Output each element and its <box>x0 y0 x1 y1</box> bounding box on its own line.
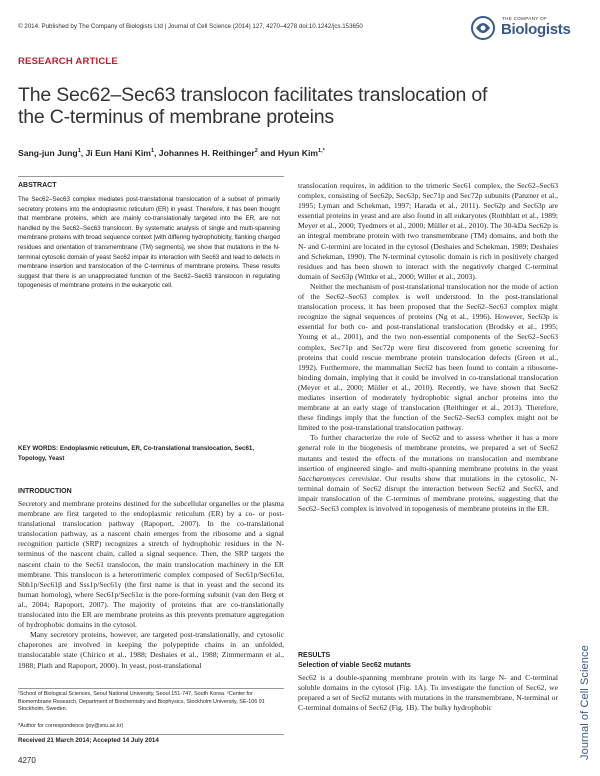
right-column-body <box>298 181 558 514</box>
logo-large-text: Biologists <box>501 21 571 38</box>
received-dates: Received 21 March 2014; Accepted 14 July 2014 <box>18 737 159 744</box>
keywords-list: Endoplasmic reticulum, ER, Co-translational translocation, Sec61, Topology, Yeast <box>18 445 255 462</box>
publisher-logo <box>468 14 578 42</box>
article-title: The Sec62–Sec63 translocon facilitates translocation of the C-terminus of membrane proteins <box>18 84 488 128</box>
author-list <box>18 148 325 158</box>
author-affiliation-mark: 1 <box>77 148 81 155</box>
paragraph: Neither the mechanism of post-translational translocation nor the mode of action of the Sec62–Sec63 complex is well understood. In the post-translational translocation process, it has been proposed that the Sec62–Sec63 complex might recognize the signal sequences of proteins (Ng et al., 1996). However, Sec63p is essential for both co- and post-translational translocation (Brodsky et al., 1995; Young et al., 2001), and the two non-essential components of the Sec62–Sec63 complex, Sec71p and Sec72p were first discovered from genetic screening for proteins that could rescue membrane protein translocation defects (Green et al., 1992). Furthermore, the mammalian Sec62 has been found to contain a ribosome-binding domain, implying that it could be involved in co-translational translocation (Meyer et al., 2000; Müller et al., 2010). Recently, we have shown that Sec62 mediates insertion of moderately hydrophobic signal anchor proteins into the membrane at an early stage of translocation (Reithinger et al., 2013). Therefore, these findings imply that the function of the Sec62–Sec63 complex might not be limited to the post-translational translocation pathway. <box>298 281 558 433</box>
author-affiliation-mark: 1 <box>150 148 155 155</box>
introduction-heading: INTRODUCTION <box>18 488 72 495</box>
citation-line: © 2014. Published by The Company of Biologists Ltd | Journal of Cell Science (2014) 127, 4270–4278 doi:10.1242/jcs.153650 <box>18 23 363 30</box>
text-run: To further characterize the role of Sec62 and to assess whether it has a more general role in the biogenesis of membrane proteins, we prepared a set of Sec62 mutants and tested the effects of the mutations on translocation and membrane insertion of engineered single- and multi-spanning membrane proteins in the yeast <box>298 433 558 473</box>
results-subheading: Selection of viable Sec62 mutants <box>298 662 411 669</box>
abstract-body: The Sec62–Sec63 complex mediates post-translational translocation of a subset of primarily secretory proteins into the endoplasmic reticulum (ER) in yeast. Therefore, it has been thought that membrane proteins, which are mainly co-translationally targeted into the ER, are not handled by the Sec62–Sec63 translocon. By systematic analysis of single and multi-spanning membrane proteins with broad sequence context [with differing hydrophobicity, flanking charged residues and orientation of transmembrane (TM) segments], we show that mutations in the N-terminal cytosolic domain of yeast Sec62 impair its interaction with Sec63 and lead to defects in membrane insertion and translocation of the C-terminus of membrane proteins. These results suggest that there is an unappreciated function of the Sec62–Sec63 translocon in regulating topogenesis of membrane proteins in the eukaryotic cell. <box>18 196 280 290</box>
introduction-body <box>18 499 284 671</box>
abstract-heading: ABSTRACT <box>18 182 57 189</box>
results-body: Sec62 is a double-spanning membrane protein with its large N- and C-terminal soluble domains in the cytosol (Fig. 1A). To investigate the function of Sec62, we prepared a set of Sec62 mutants with mutations in the transmembrane, N-terminal or C-terminal domains of Sec62 (Fig. 1B). The bulky hydrophobic <box>298 673 558 713</box>
logo-small-text: THE COMPANY OF <box>502 16 548 21</box>
text-run: . Our results show that mutations in the cytosolic, N-terminal domain of Sec62 disrupt the interaction between Sec62 and Sec63, and impair translocation of the C-terminus of membrane proteins, suggesting that the Sec62–Sec63 complex is involved in topogenesis of membrane proteins in the ER. <box>298 473 558 513</box>
journal-name: Journal of Cell Science <box>579 645 591 760</box>
author-name: , Johannes H. Reithinger <box>154 148 255 158</box>
results-heading: RESULTS <box>298 652 331 659</box>
keywords-label: KEY WORDS: <box>18 445 59 452</box>
author-name: Sang-jun Jung <box>18 148 78 158</box>
paragraph: Secretory and membrane proteins destined for the subcellular organelles or the plasma membrane are first targeted to the endoplasmic reticulum (ER) by a co- or post-translational translocation pathway (Rapoport, 2007). In the co-translational translocation pathway, as a nascent chain emerges from the ribosome and a signal recognition particle (SRP) recognizes a stretch of hydrophobic residues in the N-terminus of the nascent chain, called a signal sequence. Then, the SRP targets the nascent chain to the Sec61 translocon, the main translocation machinery in the ER membrane. This translocon is a heterotrimeric complex composed of Sec61p/Sec61α, Sbh1p/Sec61β and Sss1p/Sec61γ (the first name is that in yeast and the second its human homolog), where Sec61p/Sec61α is the pore-forming subunit (van den Berg et al., 2004; Rapoport, 2007). The majority of proteins that are co-translationally translocated into the ER are membrane proteins as this prevents premature aggregation of hydrophobic domains in the cytosol. <box>18 499 284 630</box>
species-name: Saccharomyces cerevisiae <box>298 473 380 483</box>
paragraph: Many secretory proteins, however, are targeted post-translationally, and cytosolic chaperones are involved in keeping the polypeptide chains in an unfolded, translocatable state (Chirico et al., 1988; Deshaies et al., 1988; Zimmermann et al., 1988; Plath and Rapoport, 2000). In yeast, post-translational <box>18 630 284 670</box>
paragraph: translocation requires, in addition to the trimeric Sec61 complex, the Sec62–Sec63 complex, consisting of Sec62p, Sec63p, Sec71p and Sec72p subunits (Panzner et al., 1995; Lyman and Schekman, 1997; Harada et al., 2011). Sec62p and Sec63p are essential proteins in yeast and are also found in all eukaryotes (Rothblatt et al., 1989; Meyer et al., 2000; Tyedmers et al., 2000; Müller et al., 2010). The 30-kDa Sec62p is an integral membrane protein with two transmembrane (TM) domains, and both the N- and C-termini are located in the cytosol (Deshaies and Schekman, 1989; Deshaies and Schekman, 1990). The N-terminal cytosolic domain is rich in positively charged residues and has been shown to interact with the negatively charged C-terminal domain of Sec63p (Wittke et al., 2000; Willer et al., 2003). <box>298 181 558 281</box>
paragraph <box>298 433 558 514</box>
footnote-divider <box>18 688 284 689</box>
correspondence-footnote: *Author for correspondence (joy@snu.ac.kr) <box>18 723 124 729</box>
author-name: , Ji Eun Hani Kim <box>80 148 151 158</box>
author-affiliation-mark: 2 <box>254 148 258 155</box>
keywords <box>18 444 280 463</box>
received-divider <box>18 734 284 735</box>
page-number: 4270 <box>18 756 36 765</box>
journal-side-label <box>565 540 591 760</box>
affiliations-footnote: ¹School of Biological Sciences, Seoul National University, Seoul 151-747, South Korea. ²Center for Biomembrane Research, Department of Biochemistry and Biophysics, Stockholm University, SE-106 91 Stockholm, Sweden. <box>18 691 265 713</box>
author-affiliation-mark: 1,* <box>318 148 325 155</box>
article-type: RESEARCH ARTICLE <box>18 56 118 67</box>
author-name: and Hyun Kim <box>257 148 319 158</box>
logo-emblem-icon <box>468 14 498 42</box>
